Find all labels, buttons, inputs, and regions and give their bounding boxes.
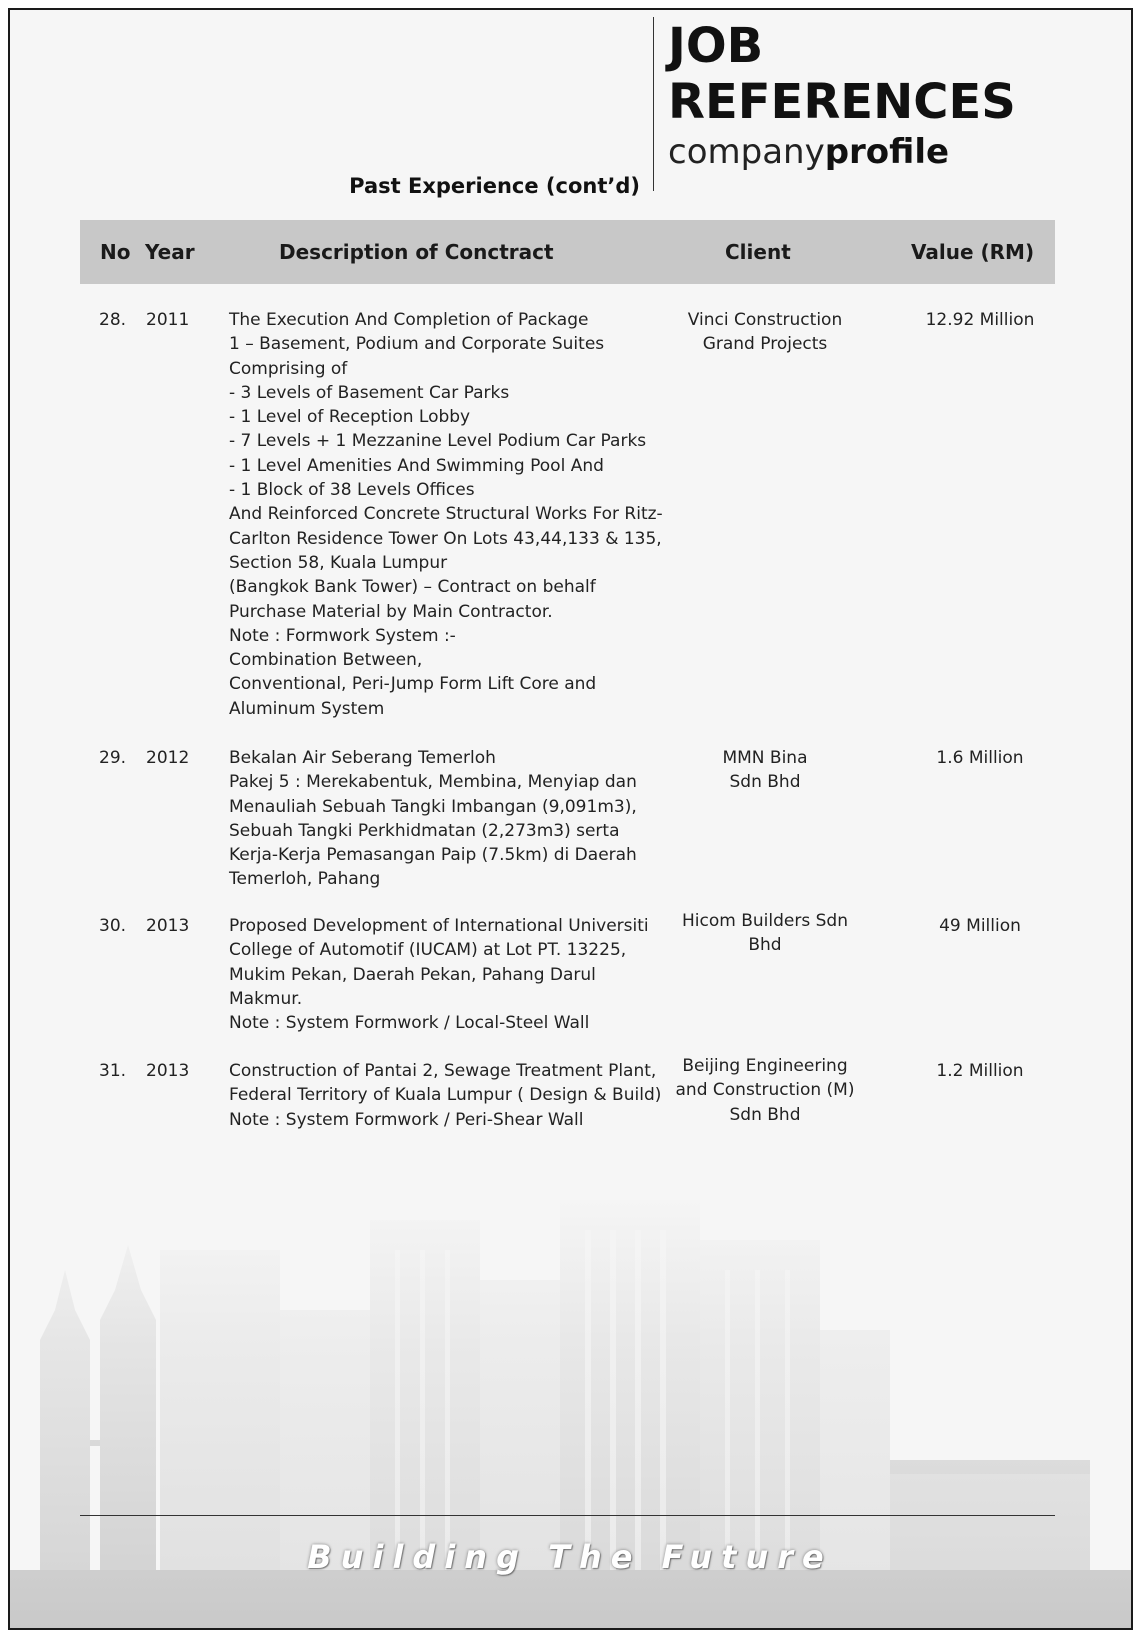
- row-number: 30.: [99, 916, 127, 936]
- row-description: [229, 1059, 662, 1132]
- description-line: Kerja-Kerja Pemasangan Paip (7.5km) di Daerah: [229, 845, 637, 866]
- description-line: Pakej 5 : Merekabentuk, Membina, Menyiap dan: [229, 772, 637, 793]
- row-client: [660, 909, 870, 958]
- table-header: [80, 220, 1055, 284]
- description-line: Carlton Residence Tower On Lots 43,44,133 & 135,: [229, 528, 662, 549]
- row-year: 2013: [146, 916, 190, 936]
- description-line: Section 58, Kuala Lumpur: [229, 552, 448, 573]
- description-line: College of Automotif (IUCAM) at Lot PT. 13225,: [229, 940, 627, 961]
- row-value: 49 Million: [939, 916, 1021, 936]
- company-profile-title: [668, 130, 949, 174]
- row-value: 1.2 Million: [936, 1061, 1024, 1081]
- description-line: Federal Territory of Kuala Lumpur ( Design & Build): [229, 1085, 662, 1106]
- description-line: - 1 Level of Reception Lobby: [229, 407, 471, 428]
- description-line: Combination Between,: [229, 650, 423, 671]
- row-client: [660, 1054, 870, 1127]
- row-description: [229, 308, 663, 721]
- description-line: 1 – Basement, Podium and Corporate Suites: [229, 334, 605, 355]
- row-number: 31.: [99, 1061, 127, 1081]
- footer-rule: [80, 1515, 1055, 1516]
- client-line: and Construction (M): [675, 1080, 855, 1101]
- client-line: Hicom Builders Sdn: [682, 911, 848, 931]
- row-year: 2013: [146, 1061, 190, 1081]
- row-year: 2011: [146, 310, 190, 330]
- column-header-year: Year: [145, 240, 195, 264]
- description-line: (Bangkok Bank Tower) – Contract on behalf: [229, 577, 596, 598]
- footer-slogan: Building The Future: [307, 1538, 833, 1576]
- description-line: The Execution And Completion of Package: [229, 310, 589, 330]
- description-line: Temerloh, Pahang: [229, 869, 381, 890]
- column-header-no: No: [100, 240, 131, 264]
- header-divider: [653, 17, 654, 191]
- row-client: [660, 746, 870, 795]
- description-line: - 1 Block of 38 Levels Offices: [229, 480, 475, 501]
- row-number: 29.: [99, 748, 127, 768]
- row-year: 2012: [146, 748, 190, 768]
- description-line: Note : Formwork System :-: [229, 625, 456, 646]
- client-line: MMN Bina: [722, 748, 808, 768]
- description-line: Mukim Pekan, Daerah Pekan, Pahang Darul: [229, 964, 596, 985]
- client-line: Grand Projects: [702, 334, 828, 355]
- description-line: Aluminum System: [229, 698, 385, 719]
- title-job: JOB: [668, 18, 764, 74]
- description-line: Bekalan Air Seberang Temerloh: [229, 748, 496, 768]
- row-number: 28.: [99, 310, 127, 330]
- description-line: - 7 Levels + 1 Mezzanine Level Podium Car Parks: [229, 431, 647, 452]
- row-value: 12.92 Million: [925, 310, 1035, 330]
- description-line: - 3 Levels of Basement Car Parks: [229, 382, 510, 403]
- column-header-value: Value (RM): [911, 240, 1035, 264]
- description-line: - 1 Level Amenities And Swimming Pool And: [229, 455, 604, 476]
- client-line: Bhd: [748, 935, 782, 956]
- description-line: Comprising of: [229, 358, 348, 379]
- section-title: Past Experience (cont’d): [349, 174, 640, 198]
- description-line: Purchase Material by Main Contractor.: [229, 601, 553, 622]
- description-line: Menauliah Sebuah Tangki Imbangan (9,091m3),: [229, 796, 637, 817]
- subtitle-light: company: [668, 132, 825, 172]
- client-line: Vinci Construction: [687, 310, 843, 330]
- column-header-client: Client: [725, 240, 791, 264]
- row-description: [229, 914, 649, 1035]
- subtitle-bold: profile: [824, 132, 950, 172]
- description-line: Construction of Pantai 2, Sewage Treatment Plant,: [229, 1061, 657, 1081]
- description-line: Conventional, Peri-Jump Form Lift Core and: [229, 674, 597, 695]
- column-header-description: Description of Conctract: [279, 240, 554, 264]
- description-line: Proposed Development of International Universiti: [229, 916, 649, 936]
- title-references: REFERENCES: [668, 74, 1016, 130]
- description-line: Note : System Formwork / Local-Steel Wall: [229, 1013, 590, 1034]
- client-line: Sdn Bhd: [729, 1104, 801, 1125]
- row-description: [229, 746, 649, 892]
- row-value: 1.6 Million: [936, 748, 1024, 768]
- description-line: And Reinforced Concrete Structural Works For Ritz-: [229, 504, 663, 525]
- row-client: [660, 308, 870, 357]
- description-line: Note : System Formwork / Peri-Shear Wall: [229, 1109, 584, 1130]
- description-line: Makmur.: [229, 988, 303, 1009]
- description-line: Sebuah Tangki Perkhidmatan (2,273m3) serta: [229, 820, 620, 841]
- client-line: Beijing Engineering: [682, 1056, 848, 1076]
- client-line: Sdn Bhd: [729, 772, 801, 793]
